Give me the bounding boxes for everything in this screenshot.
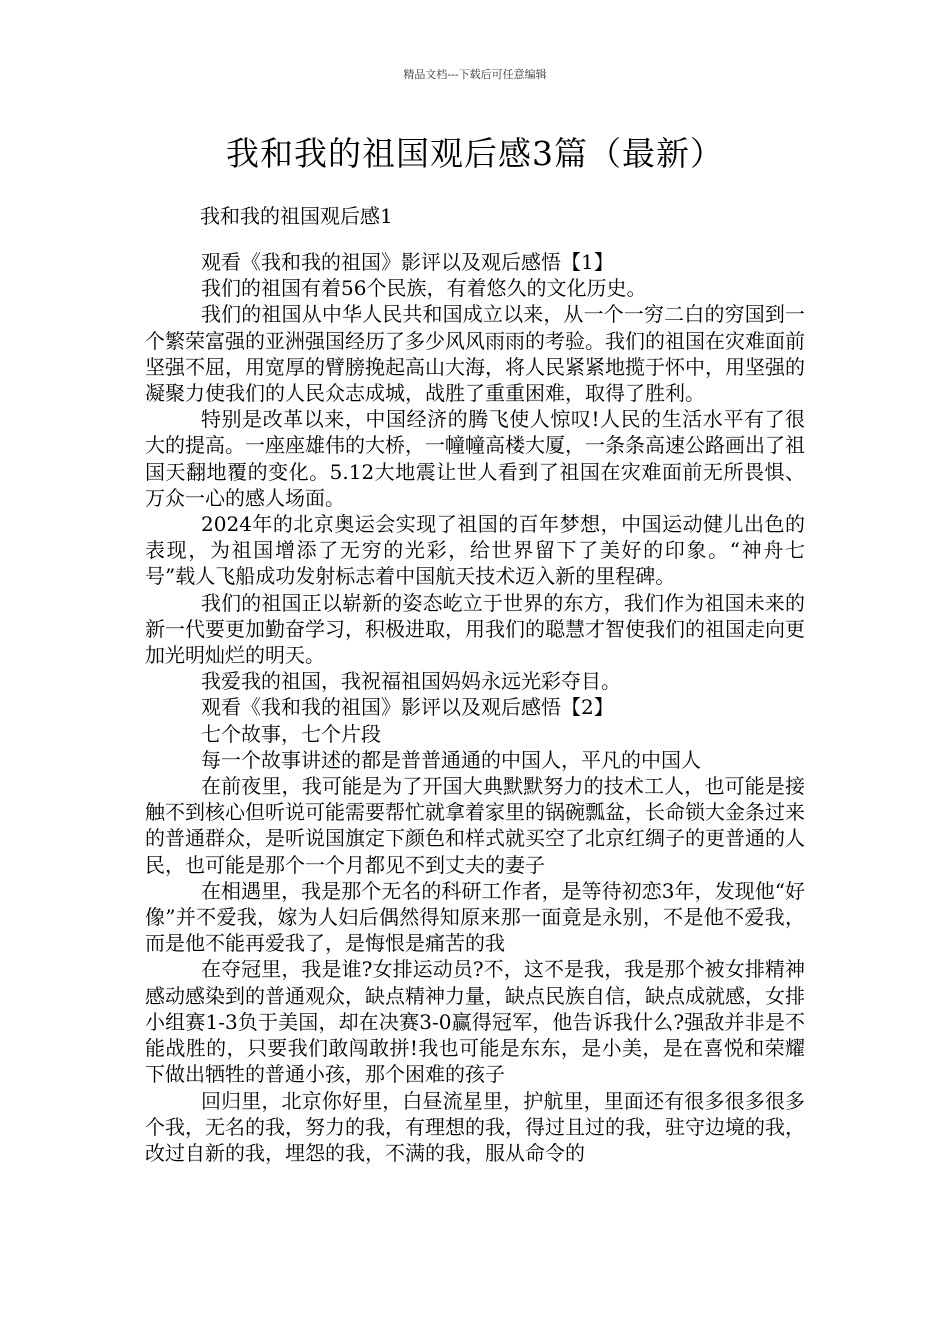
paragraph: 在夺冠里，我是谁?女排运动员?不，这不是我，我是那个被女排精神感动感染到的普通观众，缺点精神力量，缺点民族自信，缺点成就感，女排小组赛1-3负于美国，却在决赛3-0赢得冠军，他告诉我什么?强敌并非是不能战胜的，只要我们敢闯敢拼!我也可能是东东，是小美，是在喜悦和荣耀下做出牺牲的普通小孩，那个困难的孩子 [145,957,805,1087]
paragraph: 七个故事，七个片段 [201,721,381,746]
paragraph: 回归里，北京你好里，白昼流星里，护航里，里面还有很多很多很多个我，无名的我，努力的我，有理想的我，得过且过的我，驻守边境的我，改过自新的我，埋怨的我，不满的我，服从命令的 [145,1088,805,1165]
paragraph: 2024年的北京奥运会实现了祖国的百年梦想，中国运动健儿出色的表现，为祖国增添了无穷的光彩，给世界留下了美好的印象。“神舟七号”载人飞船成功发射标志着中国航天技术迈入新的里程碑。 [145,512,805,589]
paragraph: 观看《我和我的祖国》影评以及观后感悟【1】 [201,250,614,274]
document-title: 我和我的祖国观后感3篇（最新） [226,134,724,173]
paragraph: 在相遇里，我是那个无名的科研工作者，是等待初恋3年，发现他“好像”并不爱我，嫁为人妇后偶然得知原来那一面竟是永别，不是他不爱我，而是他不能再爱我了，是悔恨是痛苦的我 [145,878,805,956]
paragraph: 特别是改革以来，中国经济的腾飞使人惊叹!人民的生活水平有了很大的提高。一座座雄伟的大桥，一幢幢高楼大厦，一条条高速公路画出了祖国天翻地覆的变化。5.12大地震让世人看到了祖国在灾难面前无所畏惧、万众一心的感人场面。 [145,407,805,510]
page-header: 精品文档---下载后可任意编辑 [403,68,547,81]
document-body [145,249,805,1166]
paragraph: 我们的祖国从中华人民共和国成立以来，从一个一穷二白的穷国到一个繁荣富强的亚洲强国经历了多少风风雨雨的考验。我们的祖国在灾难面前坚强不屈，用宽厚的臂膀挽起高山大海，将人民紧紧地揽于怀中，用坚强的凝聚力使我们的人民众志成城，战胜了重重困难，取得了胜利。 [145,302,805,406]
paragraph: 我们的祖国有着56个民族，有着悠久的文化历史。 [201,276,647,301]
paragraph: 我们的祖国正以崭新的姿态屹立于世界的东方，我们作为祖国未来的新一代要更加勤奋学习，积极进取，用我们的聪慧才智使我们的祖国走向更加光明灿烂的明天。 [145,590,805,668]
paragraph: 我爱我的祖国，我祝福祖国妈妈永远光彩夺目。 [201,669,621,694]
paragraph: 观看《我和我的祖国》影评以及观后感悟【2】 [201,695,614,720]
paragraph: 每一个故事讲述的都是普普通通的中国人，平凡的中国人 [201,747,701,772]
section-subtitle: 我和我的祖国观后感1 [200,204,393,228]
paragraph: 在前夜里，我可能是为了开国大典默默努力的技术工人，也可能是接触不到核心但听说可能需要帮忙就拿着家里的锅碗瓢盆，长命锁大金条过来的普通群众，是听说国旗定下颜色和样式就买空了北京红绸子的更普通的人民，也可能是那个一个月都见不到丈夫的妻子 [145,774,805,877]
